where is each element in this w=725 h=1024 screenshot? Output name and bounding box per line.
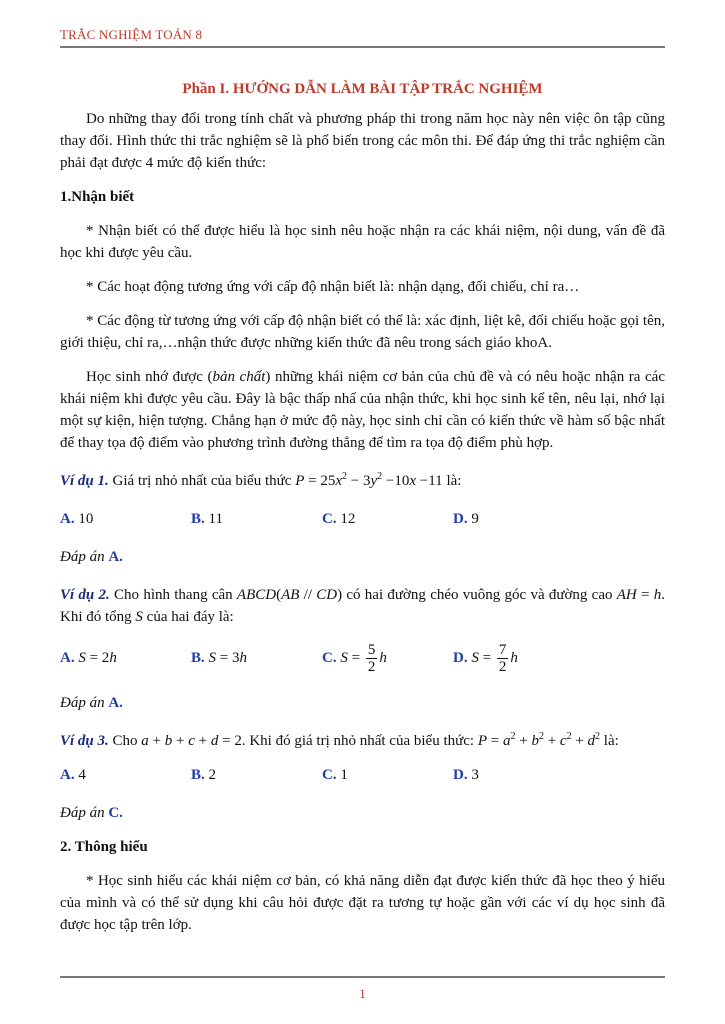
- example-2-options: [60, 640, 620, 676]
- example-2-option-a[interactable]: A. S = 2h: [60, 650, 117, 666]
- page-body: [60, 78, 665, 936]
- example-1-question: Ví dụ 1. Giá trị nhỏ nhất của biểu thức $P = 25x^2 - 3y^2 -10x -11$ là:: [60, 471, 462, 489]
- example-2-question: Ví dụ 2. Cho hình thang cân ABCD(AB // CD) có hai đường chéo vuông góc và đường cao AH = h. Khi đó tổng S của hai đáy là:: [60, 587, 665, 625]
- example-3-options: [60, 764, 620, 786]
- example-1-option-b[interactable]: B. 11: [191, 511, 223, 527]
- footer-rule: [60, 976, 665, 978]
- example-3-option-c[interactable]: C. 1: [322, 767, 348, 783]
- example-1-options: [60, 508, 620, 530]
- example-1-option-d[interactable]: D. 9: [453, 511, 479, 527]
- example-2-option-c[interactable]: C. S = $\frac{5}{2}$ h: [322, 641, 387, 675]
- section-title: Phần I. HƯỚNG DẪN LÀM BÀI TẬP TRẮC NGHIỆM: [182, 81, 543, 97]
- nhan-biet-p2: * Các hoạt động tương ứng với cấp độ nhận biết là: nhận dạng, đối chiếu, chỉ ra…: [86, 279, 580, 295]
- example-2-option-b[interactable]: B. S = 3h: [191, 650, 247, 666]
- heading-thong-hieu: 2. Thông hiểu: [60, 839, 148, 855]
- nhan-biet-p4: Học sinh nhớ được (bản chất) những khái niệm cơ bản của chủ đề và có nêu hoặc nhận ra các khái niệm khi được yêu cầu. Đây là bậc thấp nhấ của nhận thức, khi học sinh kể tên, nêu lại, nhớ lại một sự kiện, hiện tượng. Chẳng hạn ở mức độ này, học sinh chỉ cần có kiến thức về hàm số bậc nhất để thay tọa độ điểm vào phương trình đường thẳng để tìm ra tọa độ điểm phù hợp.: [60, 369, 665, 451]
- example-2-option-d[interactable]: D. S = $\frac{7}{2}$ h: [453, 641, 518, 675]
- header-rule: [60, 46, 665, 48]
- heading-nhan-biet: 1.Nhận biết: [60, 189, 135, 205]
- page-number: 1: [359, 986, 366, 1001]
- example-3-option-a[interactable]: A. 4: [60, 767, 86, 783]
- example-1-expression: P: [295, 473, 305, 489]
- example-1-answer: Đáp án A.: [60, 549, 123, 565]
- example-1-option-c[interactable]: C. 12: [322, 511, 356, 527]
- example-3-option-d[interactable]: D. 3: [453, 767, 479, 783]
- thong-hieu-p1: * Học sinh hiểu các khái niệm cơ bản, có khả năng diễn đạt được kiến thức đã học theo ý hiểu của mình và có thể sử dụng khi câu hỏi được đặt ra tương tự hoặc gần với các ví dụ học sinh đã được học tập trên lớp.: [60, 873, 665, 933]
- example-2-answer: Đáp án A.: [60, 695, 123, 711]
- example-3-answer: Đáp án C.: [60, 805, 123, 821]
- example-3-question: Ví dụ 3. Cho a + b + c + d = 2. Khi đó giá trị nhỏ nhất của biểu thức: $P = a^2 + b^2 + c^2 + d^2$ là:: [60, 731, 619, 749]
- nhan-biet-p3: * Các động từ tương ứng với cấp độ nhận biết có thể là: xác định, liệt kê, đối chiếu hoặc gọi tên, giới thiệu, chỉ ra,…nhận thức được những kiến thức đã nêu trong sách giáo khoA.: [60, 313, 665, 351]
- nhan-biet-p1: * Nhận biết có thể được hiểu là học sinh nêu hoặc nhận ra các khái niệm, nội dung, vấn đề đã học khi được yêu cầu.: [60, 223, 665, 261]
- example-1-option-a[interactable]: A. 10: [60, 511, 94, 527]
- intro-paragraph: Do những thay đổi trong tính chất và phương pháp thi trong năm học này nên việc ôn tập cũng thay đổi. Hình thức thi trắc nghiệm sẽ là phổ biến trong các môn thi. Để đáp ứng thi trắc nghiệm cần phải đạt được 4 mức độ kiến thức:: [60, 111, 665, 171]
- header-title: TRẮC NGHIỆM TOÁN 8: [60, 27, 203, 42]
- example-3-option-b[interactable]: B. 2: [191, 767, 217, 783]
